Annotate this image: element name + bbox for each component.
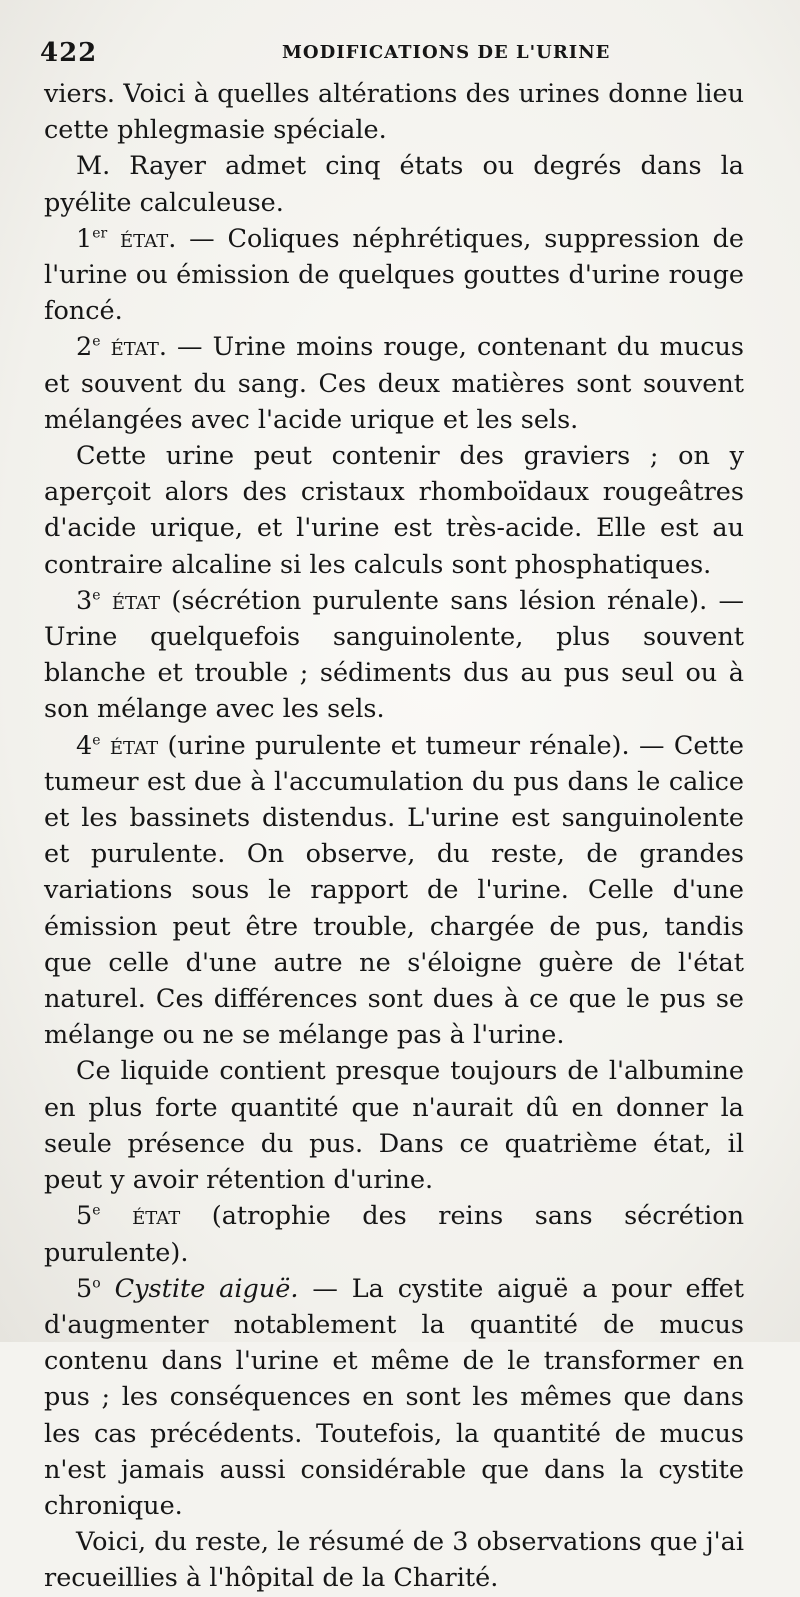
paragraph: viers. Voici à quelles altérations des urines donne lieu cette phlegmasie spéciale. (44, 79, 744, 146)
state-ordinal: e (92, 732, 101, 749)
state-ordinal: er (92, 225, 108, 242)
state-paragraph: 4e état (urine purulente et tumeur rénale). — Cette tumeur est due à l'accumulation du pus dans le calice et les bassinets distendus. L'urine est sanguinolente et purulente. On observe, du reste, de grandes variations sous le rapport de l'urine. Celle d'une émission peut être trouble, chargée de pus, tandis que celle d'une autre ne s'éloigne guère de l'état naturel. Ces différences sont dues à ce que le pus se mélange ou ne se mélange pas à l'urine. (44, 730, 745, 1051)
state-label: état (111, 585, 161, 616)
state-number: 2 (76, 332, 93, 363)
state-number: 1 (76, 223, 93, 254)
state-label: état. (120, 223, 177, 254)
paragraph: M. Rayer admet cinq états ou degrés dans la pyélite calculeuse. (44, 151, 744, 218)
state-number: 4 (76, 730, 93, 761)
state-ordinal: e (92, 1202, 101, 1219)
state-paragraph: 5$^o$ Cystite aiguë. — La cystite aiguë a pour effet d'augmenter notablement la quantité de mucus contenu dans l'urine et même de le transformer en pus ; les conséquences en sont les mêmes que dans les cas précédents. Toutefois, la quantité de mucus n'est jamais aussi considérable que dans la cystite chronique. (44, 1273, 745, 1521)
state-number: 5 (76, 1273, 93, 1304)
state-paragraph: 1er état. — Coliques néphrétiques, suppression de l'urine ou émission de quelques gouttes d'urine rouge foncé. (44, 223, 744, 327)
paragraph: Ce liquide contient presque toujours de l'albumine en plus forte quantité que n'aurait dû en donner la seule présence du pus. Dans ce quatrième état, il peut y avoir rétention d'urine. (44, 1056, 744, 1196)
state-ordinal: e (92, 333, 101, 350)
paragraph: Cette urine peut contenir des graviers ; on y aperçoit alors des cristaux rhomboïdaux rougeâtres d'acide urique, et l'urine est très-acide. Elle est au contraire alcaline si les calculs sont phosphatiques. (44, 441, 744, 580)
page-header (40, 38, 760, 74)
state-ordinal: e (92, 587, 101, 604)
state-paragraph: 3e état (sécrétion purulente sans lésion rénale). — Urine quelquefois sanguinolente, plus souvent blanche et trouble ; sédiments dus au pus seul ou à son mélange avec les sels. (44, 585, 744, 725)
running-head: MODIFICATIONS DE L'URINE (282, 42, 611, 63)
state-paragraph: 2e état. — Urine moins rouge, contenant du mucus et souvent du sang. Ces deux matières sont souvent mélangées avec l'acide urique et les sels. (44, 332, 745, 435)
state-number: 3 (76, 585, 93, 616)
state-label: état (109, 730, 159, 761)
body-text (44, 76, 744, 1597)
italic-heading: Cystite aiguë. (114, 1273, 299, 1304)
state-paragraph: 5e état (atrophie des reins sans sécrétion purulente). (44, 1201, 744, 1268)
page-number: 422 (40, 38, 98, 68)
state-number: 5 (76, 1201, 93, 1232)
state-label: état. (110, 332, 167, 363)
state-label: état (132, 1201, 181, 1232)
paragraph: Voici, du reste, le résumé de 3 observations que j'ai recueillies à l'hôpital de la Charité. (44, 1527, 744, 1594)
state-ordinal: o (92, 1275, 101, 1292)
